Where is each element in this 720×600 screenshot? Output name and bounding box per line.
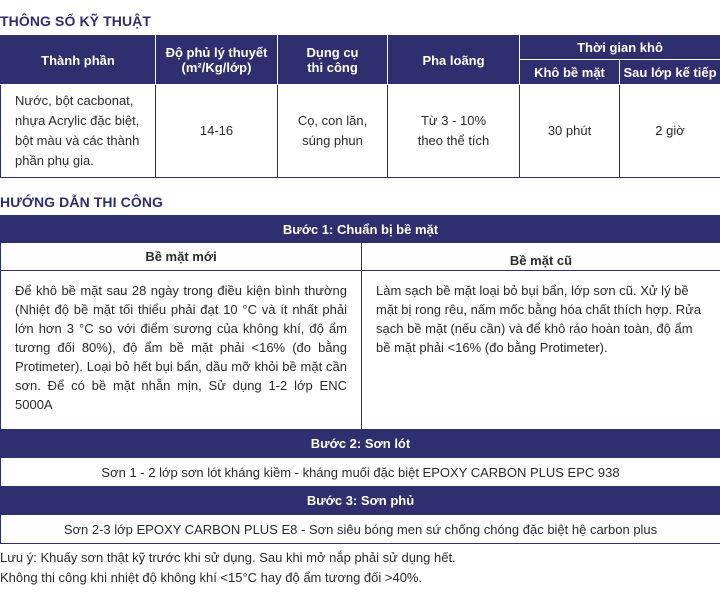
spec-title: THÔNG SỐ KỸ THUẬT	[0, 13, 152, 29]
header-surface-dry: Khô bề mặt	[520, 60, 620, 85]
header-recoat: Sau lớp kế tiếp	[620, 60, 720, 85]
step1-title: Bước 1: Chuẩn bị bề mặt	[1, 216, 720, 243]
guide-table	[0, 215, 720, 544]
note-line: Không thi công khi nhiệt độ không khí <15°C hay độ ẩm tương đối >40%.	[0, 570, 423, 585]
step3-title: Bước 3: Sơn phủ	[1, 487, 720, 515]
header-tools: Dụng cụ thi công	[278, 36, 388, 85]
cell-recoat: 2 giờ	[620, 85, 720, 178]
step2-title: Bước 2: Sơn lót	[1, 430, 720, 458]
header-coverage: Độ phủ lý thuyết (m²/Kg/lớp)	[156, 36, 278, 85]
old-surface-title: Bề mặt cũ	[362, 243, 720, 271]
old-surface-text: Làm sạch bề mặt loại bỏ bụi bẩn, lớp sơn cũ. Xử lý bề mặt bị rong rêu, nấm mốc bằng hóa chất thích hợp. Rửa sạch bề mặt (nếu cần) và để khô ráo hoàn toàn, độ ẩm bề mặt phải <16% (đo bằng Protimeter).	[362, 271, 720, 430]
note-line: Lưu ý: Khuấy sơn thật kỹ trước khi sử dụng. Sau khi mở nắp phải sử dụng hết.	[0, 550, 456, 565]
cell-thinning: Từ 3 - 10% theo thể tích	[388, 85, 520, 178]
header-component: Thành phần	[1, 36, 156, 85]
header-drying: Thời gian khô	[520, 36, 720, 60]
cell-component: Nước, bột cacbonat, nhựa Acrylic đặc biệt, bột màu và các thành phần phụ gia.	[1, 85, 156, 178]
notes	[0, 548, 456, 588]
guide-title: HƯỚNG DẪN THI CÔNG	[0, 194, 164, 210]
new-surface-text: Để khô bề mặt sau 28 ngày trong điều kiện bình thường (Nhiệt độ bề mặt tối thiểu phải đạt 10 °C và ít nhất phải lớn hơn 3 °C so với điểm sương của không khí, độ ẩm tương đối 80%), độ ẩm bề mặt phải <16% (đo bằng Protimeter). Loại bỏ hết bụi bẩn, dầu mỡ khỏi bề mặt cần sơn. Để có bề mặt nhẵn mịn, Sử dụng 1-2 lớp ENC 5000A	[1, 271, 362, 430]
new-surface-title: Bề mặt mới	[1, 243, 362, 271]
step3-text: Sơn 2-3 lớp EPOXY CARBON PLUS E8 - Sơn siêu bóng men sứ chống chóng đặc biệt hệ carbon plus	[1, 515, 720, 544]
cell-surface-dry: 30 phút	[520, 85, 620, 178]
cell-tools: Cọ, con lăn, súng phun	[278, 85, 388, 178]
header-thinning: Pha loãng	[388, 36, 520, 85]
cell-coverage: 14-16	[156, 85, 278, 178]
spec-table	[0, 35, 720, 178]
step2-text: Sơn 1 - 2 lớp sơn lót kháng kiềm - kháng muối đặc biệt EPOXY CARBON PLUS EPC 938	[1, 458, 720, 487]
